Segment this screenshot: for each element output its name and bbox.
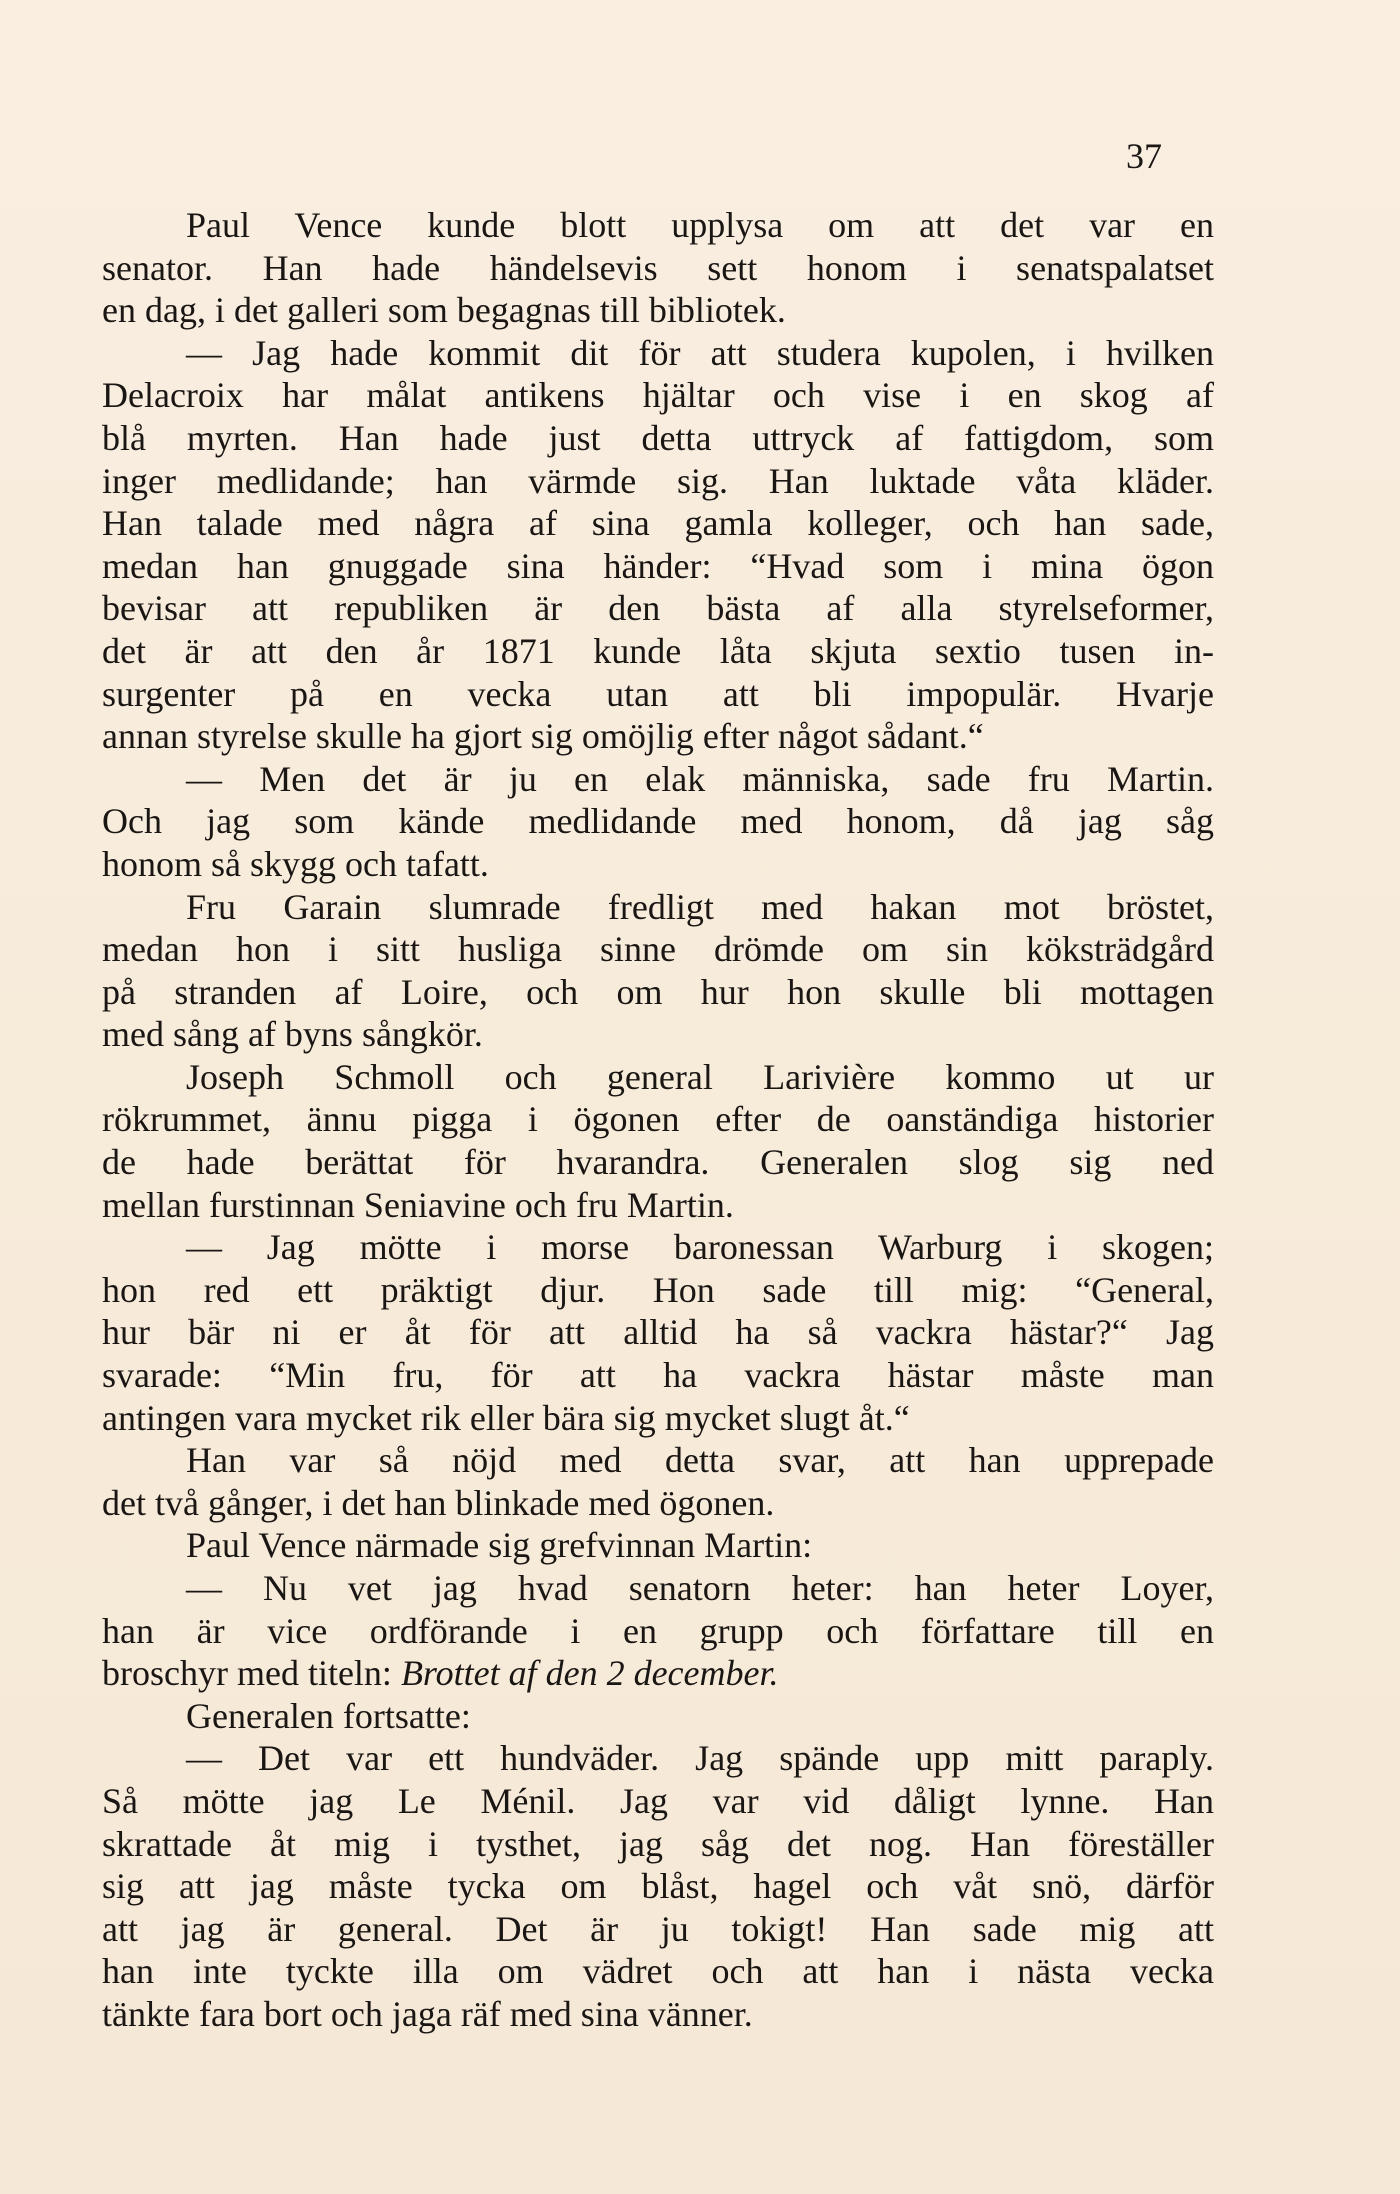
text-line xyxy=(102,1524,1214,1567)
text-line xyxy=(102,204,1214,247)
text-line xyxy=(102,1141,1214,1184)
text-line-content: hur bär ni er åt för att alltid ha så vackra hästar?“ Jag xyxy=(102,1312,1214,1353)
text-line-content: Paul Vence närmade sig grefvinnan Martin: xyxy=(186,1525,813,1566)
text-line-content: att jag är general. Det är ju tokigt! Han sade mig att xyxy=(102,1908,1214,1949)
text-line xyxy=(102,289,1214,332)
text-line xyxy=(102,1652,1214,1695)
text-line-content: — Men det är ju en elak människa, sade fru Martin. xyxy=(186,758,1214,799)
text-line xyxy=(102,417,1214,460)
text-line xyxy=(102,1269,1214,1312)
text-line xyxy=(102,758,1214,801)
text-line-content: antingen vara mycket rik eller bära sig mycket slugt åt.“ xyxy=(102,1397,910,1438)
text-line-content: Delacroix har målat antikens hjältar och vise i en skog af xyxy=(102,375,1214,416)
text-line-content: — Det var ett hundväder. Jag spände upp mitt paraply. xyxy=(186,1738,1214,1779)
text-line xyxy=(102,1056,1214,1099)
text-line xyxy=(102,928,1214,971)
text-line xyxy=(102,886,1214,929)
text-line-content: Fru Garain slumrade fredligt med hakan mot bröstet, xyxy=(186,886,1214,927)
text-line-content: medan han gnuggade sina händer: “Hvad som i mina ögon xyxy=(102,545,1214,586)
text-line-content: senator. Han hade händelsevis sett honom i senatspalatset xyxy=(102,247,1214,288)
text-line xyxy=(102,630,1214,673)
text-line-content: de hade berättat för hvarandra. Generalen slog sig ned xyxy=(102,1142,1214,1183)
text-line-content: surgenter på en vecka utan att bli impopulär. Hvarje xyxy=(102,673,1214,714)
text-line xyxy=(102,1695,1214,1738)
text-line-content: bevisar att republiken är den bästa af alla styrelseformer, xyxy=(102,588,1214,629)
text-line-content: Och jag som kände medlidande med honom, då jag såg xyxy=(102,801,1214,842)
text-line xyxy=(102,502,1214,545)
text-line xyxy=(102,587,1214,630)
text-line xyxy=(102,1226,1214,1269)
text-line xyxy=(102,800,1214,843)
text-line-content: broschyr med titeln: xyxy=(102,1653,392,1694)
text-line-content: hon red ett präktigt djur. Hon sade till mig: “General, xyxy=(102,1269,1214,1310)
text-line-content: sig att jag måste tycka om blåst, hagel och våt snö, därför xyxy=(102,1866,1214,1907)
text-line-content: rökrummet, ännu pigga i ögonen efter de oanständiga historier xyxy=(102,1099,1214,1140)
text-line xyxy=(102,971,1214,1014)
text-line xyxy=(102,1950,1214,1993)
text-line xyxy=(102,1908,1214,1951)
text-line xyxy=(102,1482,1214,1525)
text-line-content: det är att den år 1871 kunde låta skjuta sextio tusen in- xyxy=(102,630,1214,671)
text-line xyxy=(102,1865,1214,1908)
text-line-content: han inte tyckte illa om vädret och att han i nästa vecka xyxy=(102,1951,1214,1992)
text-line xyxy=(102,332,1214,375)
text-line xyxy=(102,1013,1214,1056)
text-line-content: — Jag mötte i morse baronessan Warburg i skogen; xyxy=(186,1227,1214,1268)
body-text xyxy=(102,204,1214,2036)
text-line xyxy=(102,1184,1214,1227)
text-line xyxy=(102,715,1214,758)
page-number: 37 xyxy=(1126,136,1162,176)
text-line xyxy=(102,1993,1214,2036)
text-line xyxy=(102,673,1214,716)
text-line xyxy=(102,1610,1214,1653)
text-line xyxy=(102,1098,1214,1141)
text-line xyxy=(102,545,1214,588)
text-line-content: Han talade med några af sina gamla kolleger, och han sade, xyxy=(102,503,1214,544)
text-line xyxy=(102,1439,1214,1482)
text-line xyxy=(102,1567,1214,1610)
text-line-content: med sång af byns sångkör. xyxy=(102,1014,483,1055)
text-line xyxy=(102,1823,1214,1866)
text-line-content: en dag, i det galleri som begagnas till bibliotek. xyxy=(102,290,786,331)
text-line-content: det två gånger, i det han blinkade med ögonen. xyxy=(102,1482,775,1523)
text-line-content: Han var så nöjd med detta svar, att han upprepade xyxy=(186,1440,1214,1481)
text-line xyxy=(102,460,1214,503)
text-line-content: annan styrelse skulle ha gjort sig omöjlig efter något sådant.“ xyxy=(102,716,984,757)
text-line-content: medan hon i sitt husliga sinne drömde om sin köksträdgård xyxy=(102,929,1214,970)
text-line-content: mellan furstinnan Seniavine och fru Martin. xyxy=(102,1184,734,1225)
text-line-content: Paul Vence kunde blott upplysa om att det var en xyxy=(186,205,1214,245)
text-line xyxy=(102,1397,1214,1440)
text-line-content: skrattade åt mig i tysthet, jag såg det nog. Han föreställer xyxy=(102,1823,1214,1864)
text-line xyxy=(102,1780,1214,1823)
text-line-content: — Nu vet jag hvad senatorn heter: han heter Loyer, xyxy=(186,1568,1214,1608)
text-line-content: honom så skygg och tafatt. xyxy=(102,843,489,884)
text-line-content: tänkte fara bort och jaga räf med sina vänner. xyxy=(102,1993,753,2034)
text-line-content: han är vice ordförande i en grupp och författare till en xyxy=(102,1610,1214,1651)
text-line-content: svarade: “Min fru, för att ha vackra hästar måste man xyxy=(102,1355,1214,1396)
text-line xyxy=(102,843,1214,886)
text-line xyxy=(102,1737,1214,1780)
text-line-content: Så mötte jag Le Ménil. Jag var vid dåligt lynne. Han xyxy=(102,1780,1214,1821)
italic-title: Brottet af den 2 december. xyxy=(400,1653,779,1694)
text-line xyxy=(102,247,1214,290)
text-line-content: Joseph Schmoll och general Larivière kommo ut ur xyxy=(186,1056,1214,1097)
text-line-content: Generalen fortsatte: xyxy=(186,1695,471,1736)
text-line-content: — Jag hade kommit dit för att studera kupolen, i hvilken xyxy=(186,332,1214,373)
text-line-content: blå myrten. Han hade just detta uttryck af fattigdom, som xyxy=(102,417,1214,458)
text-line xyxy=(102,1354,1214,1397)
text-line-content: inger medlidande; han värmde sig. Han luktade våta kläder. xyxy=(102,460,1214,501)
text-line xyxy=(102,1311,1214,1354)
text-line-content: på stranden af Loire, och om hur hon skulle bli mottagen xyxy=(102,971,1214,1012)
text-line xyxy=(102,374,1214,417)
